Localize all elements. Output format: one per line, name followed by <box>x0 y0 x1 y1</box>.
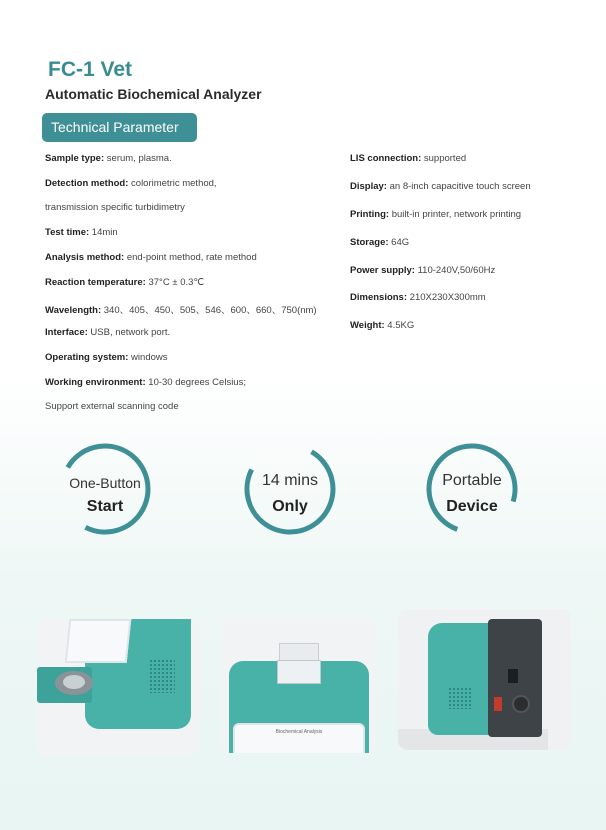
feature-line1: One-Button <box>69 475 141 491</box>
spec-row: Display: an 8-inch capacitive touch screen <box>350 181 531 192</box>
feature-one-button-start <box>58 442 152 536</box>
spec-row: Test time: 14min <box>45 227 118 238</box>
product-photo-front <box>221 617 377 753</box>
spec-row: Printing: built-in printer, network printing <box>350 209 522 220</box>
spec-row: LIS connection: supported <box>350 153 467 164</box>
feature-14-mins-only <box>243 442 337 536</box>
spec-row: Working environment: 10-30 degrees Celsius; <box>45 377 246 388</box>
feature-line2: Device <box>446 498 498 515</box>
feature-line2: Only <box>272 498 308 515</box>
feature-line1: 14 mins <box>261 472 319 489</box>
product-photo-tray <box>37 619 200 756</box>
spec-row: Weight: 4.5KG <box>350 320 415 331</box>
spec-row: Operating system: windows <box>45 352 168 363</box>
spec-row: Sample type: serum, plasma. <box>45 153 172 164</box>
spec-row: Reaction temperature: 37°C ± 0.3℃ <box>45 277 205 288</box>
spec-row: Storage: 64G <box>350 237 410 248</box>
screen-title: Biochemical Analysis <box>275 729 323 735</box>
spec-row: Power supply: 110-240V,50/60Hz <box>350 265 496 276</box>
feature-line1: Portable <box>442 472 502 489</box>
product-subtitle: Automatic Biochemical Analyzer <box>45 86 262 102</box>
spec-row: Dimensions: 210X230X300mm <box>350 292 486 303</box>
product-photo-back <box>398 609 571 750</box>
spec-row: Support external scanning code <box>45 401 179 412</box>
spec-row: Detection method: colorimetric method, <box>45 178 217 189</box>
spec-row: transmission specific turbidimetry <box>45 202 185 213</box>
spec-row: Interface: USB, network port. <box>45 327 171 338</box>
spec-row: Wavelength: 340、405、450、505、546、600、660、750(nm) <box>45 305 317 316</box>
feature-line2: Start <box>86 498 124 515</box>
technical-parameter-badge: Technical Parameter <box>42 113 197 142</box>
spec-row: Analysis method: end-point method, rate method <box>45 252 257 263</box>
product-title: FC-1 Vet <box>48 58 133 81</box>
feature-portable-device <box>425 442 519 536</box>
